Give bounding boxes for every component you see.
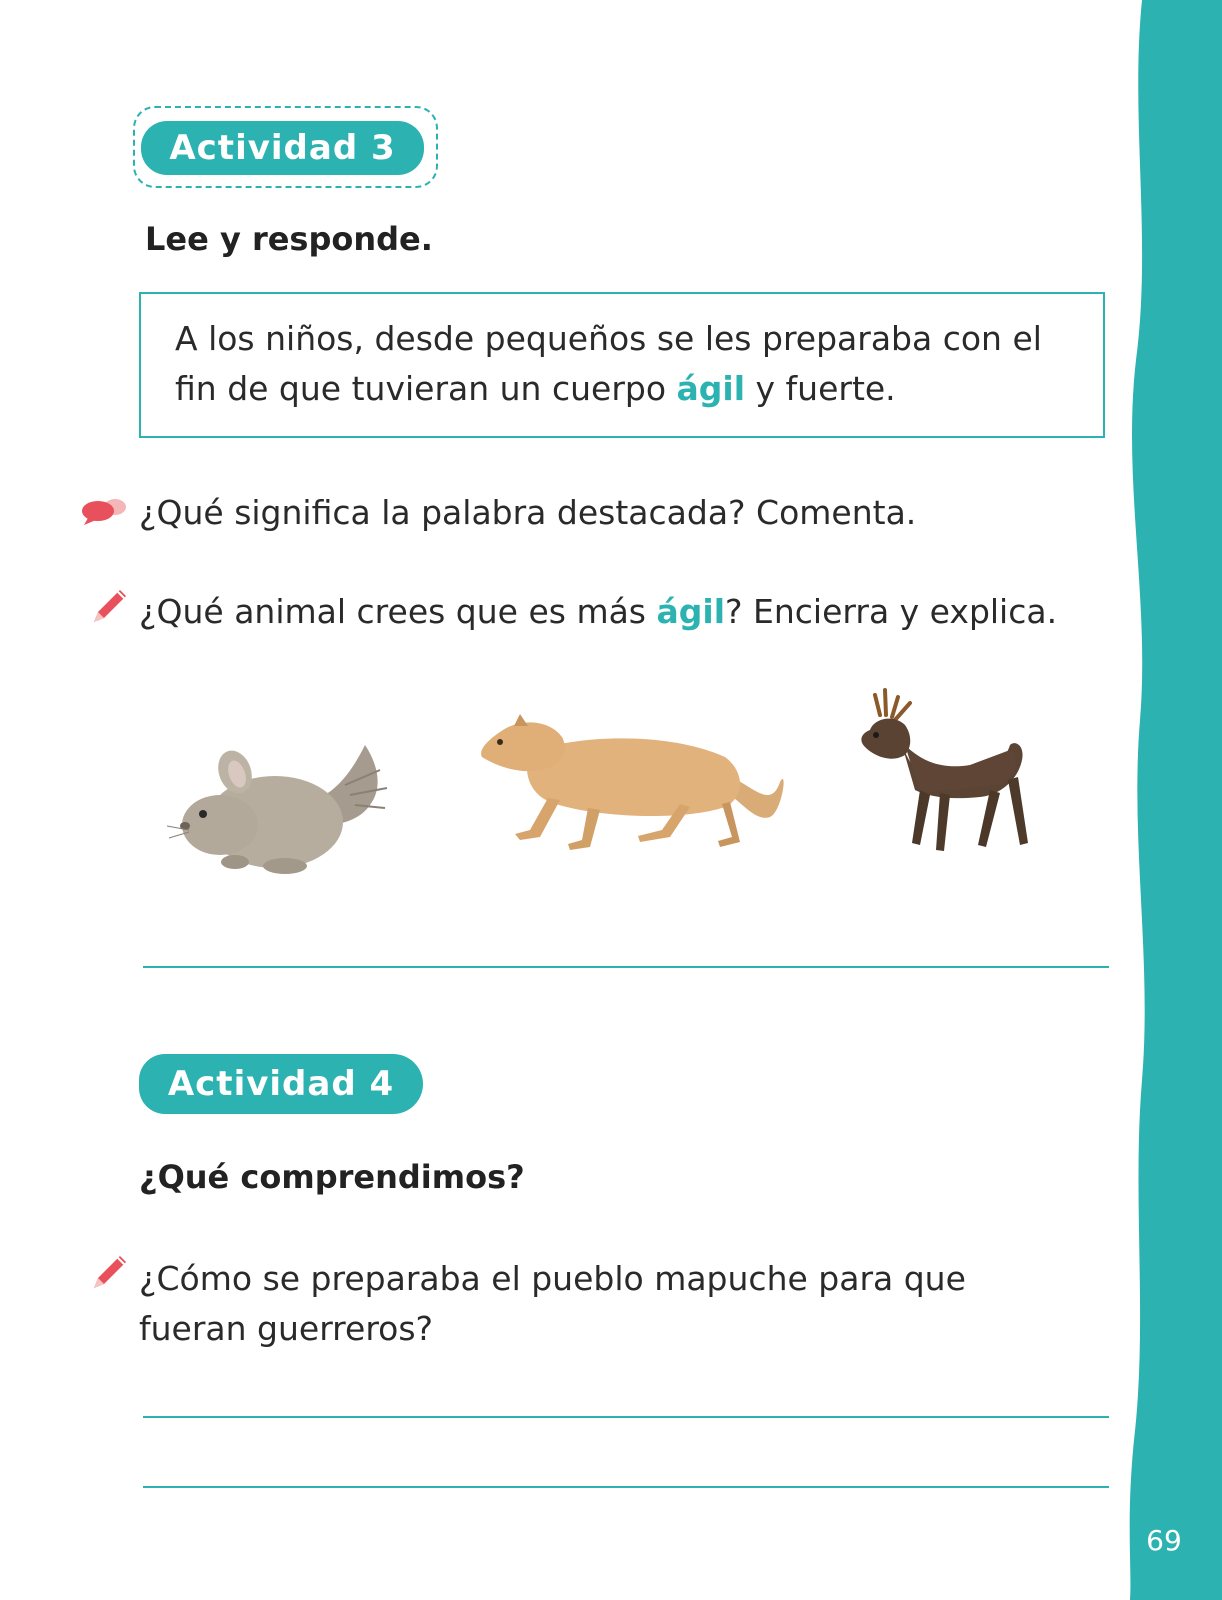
puma-image[interactable]	[470, 712, 810, 862]
activity-3-instruction: Lee y responde.	[145, 220, 433, 258]
answer-line-activity-3[interactable]	[143, 966, 1109, 968]
highlighted-word: ágil	[676, 369, 746, 408]
pencil-icon	[88, 1250, 132, 1294]
chinchilla-image[interactable]	[165, 730, 415, 880]
highlighted-word-question: ágil	[656, 592, 726, 631]
question-1: ¿Qué significa la palabra destacada? Comenta.	[139, 493, 917, 532]
passage-text: fin de que tuvieran un cuerpo	[175, 369, 677, 408]
reading-passage	[139, 292, 1105, 438]
question-2-text: ¿Qué animal crees que es más	[139, 592, 657, 631]
answer-line-2-activity-4[interactable]	[143, 1486, 1109, 1488]
passage-line-2	[175, 364, 1069, 414]
speech-bubbles-icon	[80, 496, 132, 526]
side-band	[1112, 0, 1222, 1600]
question-2-text-end: ? Encierra y explica.	[725, 592, 1058, 631]
activity-4-instruction: ¿Qué comprendimos?	[139, 1158, 525, 1196]
answer-line-1-activity-4[interactable]	[143, 1416, 1109, 1418]
deer-image[interactable]	[850, 685, 1050, 875]
activity-4-badge: Actividad 4	[139, 1054, 423, 1114]
passage-text-end: y fuerte.	[745, 369, 896, 408]
question-3: ¿Cómo se preparaba el pueblo mapuche para que fueran guerreros?	[139, 1259, 966, 1348]
activity-3-badge: Actividad 3	[141, 121, 424, 175]
page-number: 69	[1146, 1524, 1182, 1557]
pencil-icon	[88, 584, 132, 628]
question-2	[139, 587, 1057, 637]
passage-line-1: A los niños, desde pequeños se les preparaba con el	[175, 319, 1042, 358]
